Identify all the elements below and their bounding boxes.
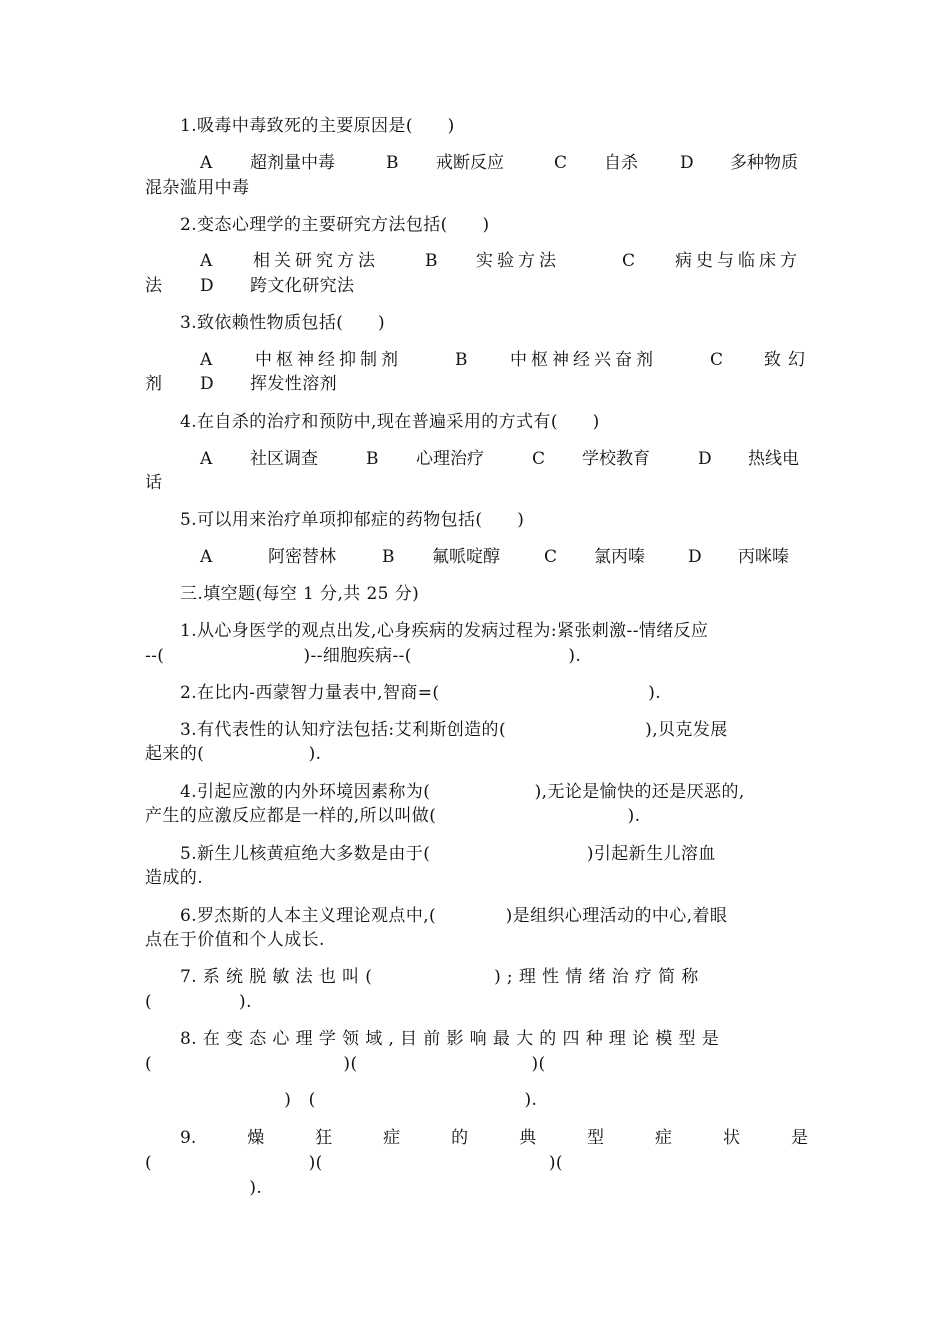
q4-option-d-text: 热线电 — [748, 449, 799, 469]
q5-option-c-text: 氯丙嗪 — [594, 547, 645, 567]
fill-8-line-3: ) ( ). — [145, 1090, 538, 1110]
fill-9-word: 燥 — [247, 1128, 265, 1148]
q2-option-c-text: 病史与临床方 — [675, 251, 801, 271]
fill-9-word: 9. — [180, 1128, 197, 1148]
q3-option-c-letter: C — [710, 350, 724, 370]
fill-9-word: 症 — [383, 1128, 401, 1148]
fill-1-line-2: --( )--细胞疾病--( ). — [145, 646, 582, 666]
fill-9-line-1 — [180, 1127, 808, 1149]
fill-9-word: 症 — [655, 1128, 673, 1148]
q4-option-d-letter: D — [698, 449, 712, 469]
fill-4-line-1: 4.引起应激的内外环境因素称为( ),无论是愉快的还是厌恶的, — [180, 782, 745, 802]
q2-option-b-text: 实验方法 — [476, 251, 560, 271]
fill-9-word: 狂 — [315, 1128, 333, 1148]
q2-option-d-text: 跨文化研究法 — [250, 276, 355, 296]
fill-2-line-1: 2.在比内-西蒙智力量表中,智商=( ). — [180, 683, 662, 703]
fill-5-line-2: 造成的. — [145, 868, 204, 888]
q4-option-a-letter: A — [200, 449, 213, 469]
q1-option-c-letter: C — [554, 153, 568, 173]
q3-option-b-text: 中枢神经兴奋剂 — [510, 350, 657, 370]
q2-option-d-letter: D — [200, 276, 215, 296]
q3-option-d-text: 挥发性溶剂 — [250, 374, 337, 394]
fill-4-line-2: 产生的应激反应都是一样的,所以叫做( ). — [145, 806, 641, 826]
question-1-stem: 1.吸毒中毒致死的主要原因是( ) — [180, 116, 455, 136]
q3-option-c-continuation: 剂 — [145, 374, 163, 394]
question-4-stem: 4.在自杀的治疗和预防中,现在普遍采用的方式有( ) — [180, 412, 600, 432]
q3-option-a-text: 中枢神经抑制剂 — [255, 350, 402, 370]
q4-option-c-text: 学校教育 — [582, 449, 650, 469]
fill-3-line-2: 起来的( ). — [145, 744, 322, 764]
q5-option-b-letter: B — [382, 547, 395, 567]
q5-option-a-text: 阿密替林 — [268, 547, 336, 567]
fill-9-word: 状 — [722, 1128, 740, 1148]
fill-9-word: 典 — [519, 1128, 537, 1148]
q1-option-b-text: 戒断反应 — [436, 153, 504, 173]
q1-option-d-text: 多种物质 — [730, 153, 798, 173]
fill-5-line-1: 5.新生儿核黄疸绝大多数是由于( )引起新生儿溶血 — [180, 844, 716, 864]
q1-option-a-letter: A — [200, 153, 213, 173]
fill-9-word: 是 — [790, 1128, 808, 1148]
q2-option-b-letter: B — [425, 251, 438, 271]
q1-option-c-text: 自杀 — [604, 153, 638, 173]
q4-option-b-text: 心理治疗 — [416, 449, 484, 469]
q5-option-c-letter: C — [544, 547, 558, 567]
fill-8-line-1: 8. 在 变 态 心 理 学 领 域 , 目 前 影 响 最 大 的 四 种 理 论 模 型 是 — [180, 1029, 720, 1049]
fill-6-line-2: 点在于价值和个人成长. — [145, 930, 325, 950]
q1-option-a-text: 超剂量中毒 — [250, 153, 335, 173]
q3-option-b-letter: B — [455, 350, 468, 370]
fill-6-line-1: 6.罗杰斯的人本主义理论观点中,( )是组织心理活动的中心,着眼 — [180, 906, 728, 926]
q2-option-a-text: 相关研究方法 — [253, 251, 379, 271]
q4-option-d-continuation: 话 — [145, 473, 163, 493]
q4-option-b-letter: B — [366, 449, 379, 469]
question-2-stem: 2.变态心理学的主要研究方法包括( ) — [180, 215, 490, 235]
q5-option-a-letter: A — [200, 547, 213, 567]
fill-7-line-2: ( ). — [145, 992, 252, 1012]
fill-9-line-3: ). — [145, 1178, 263, 1198]
fill-8-line-2: ( )( )( — [145, 1054, 546, 1074]
q2-option-a-letter: A — [200, 251, 213, 271]
q3-option-c-text: 致幻 — [764, 350, 812, 370]
fill-1-line-1: 1.从心身医学的观点出发,心身疾病的发病过程为:紧张刺激--情绪反应 — [180, 621, 709, 641]
q1-option-d-letter: D — [680, 153, 694, 173]
q1-option-b-letter: B — [386, 153, 399, 173]
q3-option-a-letter: A — [200, 350, 213, 370]
q5-option-d-text: 丙咪嗪 — [738, 547, 789, 567]
fill-9-word: 型 — [587, 1128, 605, 1148]
question-3-stem: 3.致依赖性物质包括( ) — [180, 313, 386, 333]
section-3-title: 三.填空题(每空 1 分,共 25 分) — [180, 584, 420, 604]
q5-option-d-letter: D — [688, 547, 702, 567]
q2-option-c-continuation: 法 — [145, 276, 163, 296]
question-5-stem: 5.可以用来治疗单项抑郁症的药物包括( ) — [180, 510, 525, 530]
q4-option-a-text: 社区调查 — [250, 449, 318, 469]
q5-option-b-text: 氟哌啶醇 — [432, 547, 500, 567]
q4-option-c-letter: C — [532, 449, 546, 469]
q1-option-d-continuation: 混杂滥用中毒 — [145, 178, 250, 198]
fill-3-line-1: 3.有代表性的认知疗法包括:艾利斯创造的( ),贝克发展 — [180, 720, 728, 740]
fill-7-line-1: 7. 系 统 脱 敏 法 也 叫 ( ) ; 理 性 情 绪 治 疗 简 称 — [180, 967, 699, 987]
q2-option-c-letter: C — [622, 251, 636, 271]
fill-9-line-2: ( )( )( — [145, 1153, 563, 1173]
q3-option-d-letter: D — [200, 374, 215, 394]
fill-9-word: 的 — [451, 1128, 469, 1148]
